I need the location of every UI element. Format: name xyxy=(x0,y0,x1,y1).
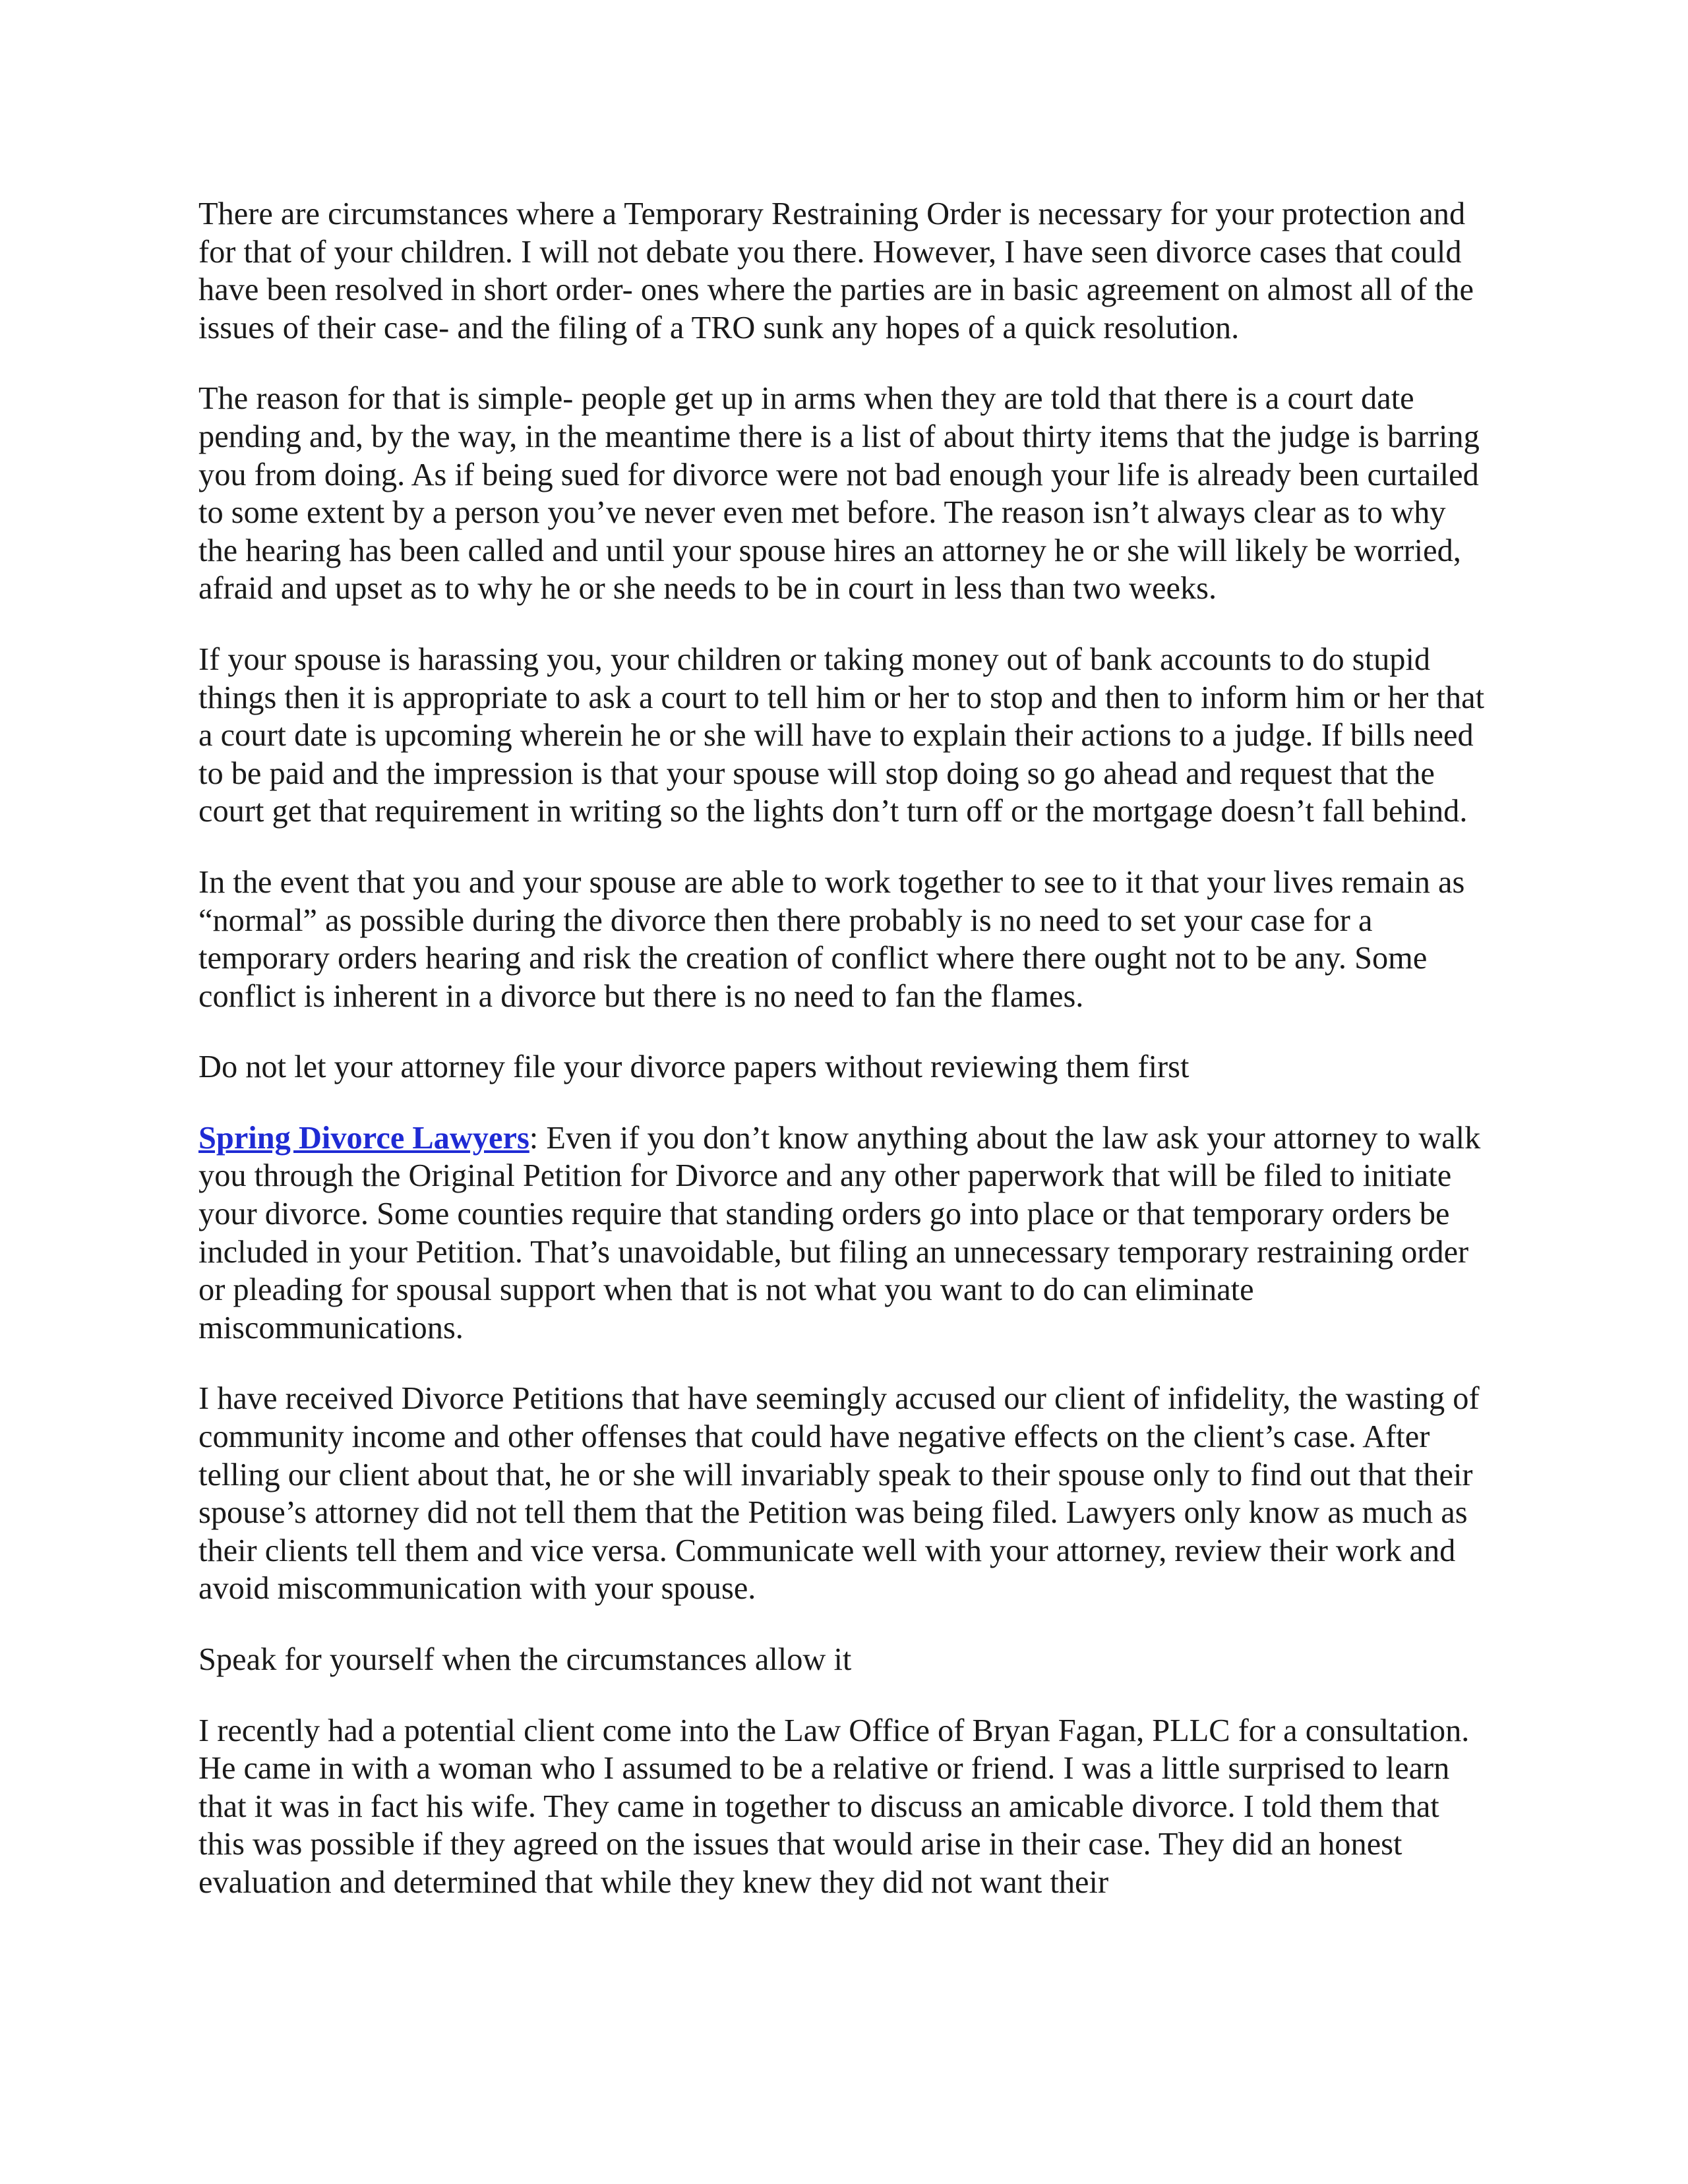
paragraph-reason-simple: The reason for that is simple- people get up in arms when they are told that there is a court date pending and, by the way, in the meantime there is a list of about thirty items that the judge is barring you from doing. As if being sued for divorce were not bad enough your life is already been curtailed to some extent by a person you’ve never even met before. The reason isn’t always clear as to why the hearing has been called and until your spouse hires an attorney he or she will likely be worried, afraid and upset as to why he or she needs to be in court in less than two weeks. xyxy=(198,381,1480,606)
paragraph-spring-divorce-lawyers xyxy=(198,1119,1491,1347)
paragraph-tro-circumstances: There are circumstances where a Temporary Restraining Order is necessary for your protection and for that of your children. I will not debate you there. However, I have seen divorce cases that could have been resolved in short order- ones where the parties are in basic agreement on almost all of the issues of their case- and the filing of a TRO sunk any hopes of a quick resolution. xyxy=(198,196,1474,345)
paragraph-work-together: In the event that you and your spouse are able to work together to see to it that your lives remain as “normal” as possible during the divorce then there probably is no need to set your case for a temporary orders hearing and risk the creation of conflict where there ought not to be any. Some conflict is inherent in a divorce but there is no need to fan the flames. xyxy=(198,864,1465,1014)
heading-speak-for-yourself: Speak for yourself when the circumstances allow it xyxy=(198,1642,852,1677)
paragraph-petition-text: : Even if you don’t know anything about the law ask your attorney to walk you through the Original Petition for Divorce and any other paperwork that will be filed to initiate your divorce. Some counties require that standing orders go into place or that temporary orders be included in your Petition. That’s unavoidable, but filing an unnecessary temporary restraining order or pleading for spousal support when that is not what you want to do can eliminate miscommunications. xyxy=(198,1120,1481,1345)
paragraph-spouse-harassing: If your spouse is harassing you, your children or taking money out of bank accounts to do stupid things then it is appropriate to ask a court to tell him or her to stop and then to inform him or her that a court date is upcoming wherein he or she will have to explain their actions to a judge. If bills need to be paid and the impression is that your spouse will stop doing so go ahead and request that the court get that requirement in writing so the lights don’t turn off or the mortgage doesn’t fall behind. xyxy=(198,641,1485,829)
document-body xyxy=(198,195,1491,1935)
spring-divorce-lawyers-link[interactable]: Spring Divorce Lawyers xyxy=(198,1120,529,1156)
paragraph-divorce-petitions: I have received Divorce Petitions that have seemingly accused our client of infidelity, the wasting of community income and other offenses that could have negative effects on the client’s case. After telling our client about that, he or she will invariably speak to their spouse only to find out that their spouse’s attorney did not tell them that the Petition was being filed. Lawyers only know as much as their clients tell them and vice versa. Communicate well with your attorney, review their work and avoid miscommunication with your spouse. xyxy=(198,1381,1480,1607)
heading-review-papers: Do not let your attorney file your divorce papers without reviewing them first xyxy=(198,1049,1190,1085)
paragraph-potential-client: I recently had a potential client come into the Law Office of Bryan Fagan, PLLC for a consultation. He came in with a woman who I assumed to be a relative or friend. I was a little surprised to learn that it was in fact his wife. They came in together to discuss an amicable divorce. I told them that this was possible if they agreed on the issues that would arise in their case. They did an honest evaluation and determined that while they knew they did not want their xyxy=(198,1713,1470,1900)
